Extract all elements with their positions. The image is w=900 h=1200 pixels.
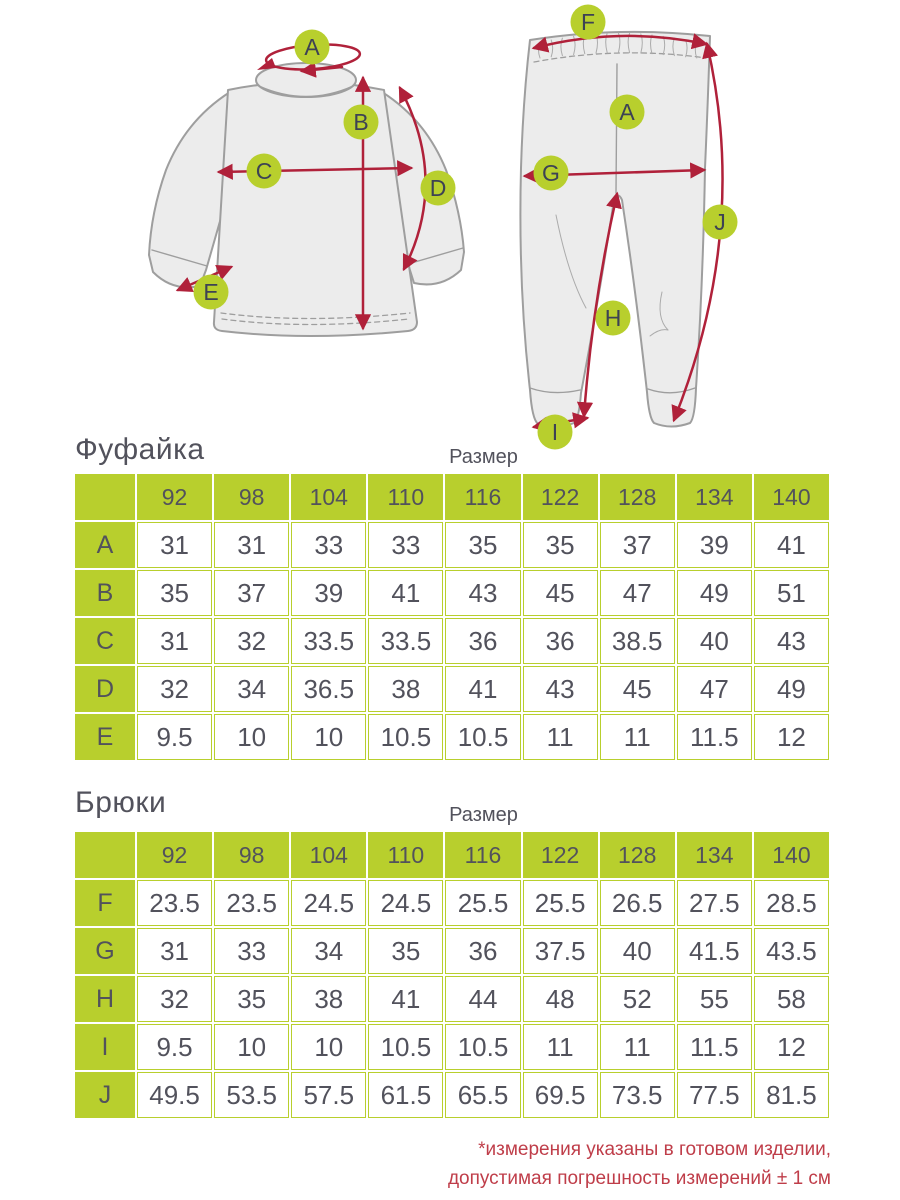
size-column-header: 110 [368,832,443,878]
table-row [75,618,829,664]
measure-value: 10 [214,1024,289,1070]
svg-text:A: A [304,34,320,60]
measure-value: 34 [214,666,289,712]
badge-G [534,156,569,191]
measure-value: 32 [137,666,212,712]
measure-value: 10 [291,714,366,760]
measure-value: 47 [677,666,752,712]
row-label: B [75,570,135,616]
measure-value: 33.5 [291,618,366,664]
size-column-header: 128 [600,474,675,520]
svg-text:D: D [429,175,447,201]
size-column-header: 134 [677,474,752,520]
size-column-header: 98 [214,474,289,520]
measure-value: 49 [754,666,829,712]
badge-F [571,5,606,40]
measure-value: 49.5 [137,1072,212,1118]
measure-value: 43 [523,666,598,712]
measure-value: 33 [214,928,289,974]
measure-value: 27.5 [677,880,752,926]
measure-value: 11 [523,714,598,760]
measure-value: 11 [523,1024,598,1070]
measure-value: 51 [754,570,829,616]
measure-value: 9.5 [137,714,212,760]
measure-value: 10 [214,714,289,760]
table-row [75,570,829,616]
measure-value: 38 [291,976,366,1022]
measure-value: 26.5 [600,880,675,926]
table-row [75,714,829,760]
shirt-size-label: Размер [449,446,518,468]
measure-value: 9.5 [137,1024,212,1070]
size-column-header: 104 [291,832,366,878]
measure-value: 32 [214,618,289,664]
row-label: A [75,522,135,568]
measure-value: 41 [368,976,443,1022]
svg-text:C: C [255,158,273,184]
svg-text:I: I [551,419,559,445]
measure-value: 31 [137,618,212,664]
measure-value: 43 [445,570,520,616]
size-column-header: 92 [137,474,212,520]
table-row [75,1024,829,1070]
table-row [75,928,829,974]
measure-value: 49 [677,570,752,616]
measurement-footnote [448,1136,831,1193]
measure-value: 33 [291,522,366,568]
size-column-header: 116 [445,474,520,520]
measure-value: 10.5 [368,1024,443,1070]
pants-size-section [73,786,831,1120]
measure-value: 47 [600,570,675,616]
measure-value: 65.5 [445,1072,520,1118]
size-column-header: 116 [445,832,520,878]
badge-A [295,30,330,65]
shirt-size-section [73,433,831,762]
badge-E [194,275,229,310]
measure-value: 33 [368,522,443,568]
measure-value: 81.5 [754,1072,829,1118]
size-column-header: 104 [291,474,366,520]
row-label: H [75,976,135,1022]
measure-value: 44 [445,976,520,1022]
footnote-line-1: *измерения указаны в готовом изделии, [478,1139,831,1160]
size-column-header: 122 [523,474,598,520]
svg-text:F: F [580,9,596,35]
measure-value: 45 [600,666,675,712]
measure-value: 41 [368,570,443,616]
svg-text:H: H [604,305,622,331]
measure-value: 32 [137,976,212,1022]
measure-value: 25.5 [445,880,520,926]
table-row [75,522,829,568]
measure-value: 57.5 [291,1072,366,1118]
measurement-diagrams [0,0,900,455]
measure-value: 61.5 [368,1072,443,1118]
measure-value: 11.5 [677,1024,752,1070]
svg-text:A: A [619,99,635,125]
measure-value: 23.5 [214,880,289,926]
size-column-header: 98 [214,832,289,878]
measure-value: 28.5 [754,880,829,926]
size-column-header: 122 [523,832,598,878]
measure-value: 23.5 [137,880,212,926]
measure-value: 36 [523,618,598,664]
measure-value: 24.5 [368,880,443,926]
sweatshirt-body [214,82,417,336]
badge-J [703,205,738,240]
measure-value: 40 [677,618,752,664]
measure-value: 31 [214,522,289,568]
measure-value: 10.5 [445,714,520,760]
size-column-header: 134 [677,832,752,878]
shirt-table-title: Фуфайка [75,433,205,466]
measure-value: 35 [445,522,520,568]
pants-drawing [520,5,737,450]
measure-value: 73.5 [600,1072,675,1118]
svg-text:B: B [353,109,369,135]
measure-value: 34 [291,928,366,974]
measure-value: 45 [523,570,598,616]
corner-cell [75,832,135,878]
shirt-size-table [73,472,831,762]
measure-value: 35 [214,976,289,1022]
measure-value: 41 [754,522,829,568]
measure-value: 43.5 [754,928,829,974]
row-label: E [75,714,135,760]
measure-value: 10.5 [445,1024,520,1070]
pants-size-label: Размер [449,804,518,826]
measure-value: 36 [445,928,520,974]
badge-H [596,301,631,336]
corner-cell [75,474,135,520]
measure-value: 39 [677,522,752,568]
measure-value: 37 [600,522,675,568]
size-column-header: 140 [754,474,829,520]
shirt-table-header [73,433,831,472]
measure-value: 55 [677,976,752,1022]
size-column-header: 110 [368,474,443,520]
measure-value: 12 [754,714,829,760]
measure-value: 53.5 [214,1072,289,1118]
table-row [75,1072,829,1118]
size-column-header: 92 [137,832,212,878]
measure-value: 69.5 [523,1072,598,1118]
footnote-line-2: допустимая погрешность измерений ± 1 см [447,1167,831,1189]
measure-value: 40 [600,928,675,974]
svg-text:G: G [542,160,560,186]
badge-D [421,171,456,206]
measure-value: 37 [214,570,289,616]
table-row [75,880,829,926]
measure-value: 35 [523,522,598,568]
sweatshirt-drawing [149,30,464,337]
row-label: C [75,618,135,664]
badge-B [344,105,379,140]
table-row [75,976,829,1022]
badge-C [247,154,282,189]
measure-value: 48 [523,976,598,1022]
measure-value: 77.5 [677,1072,752,1118]
measure-value: 11 [600,1024,675,1070]
measure-value: 38 [368,666,443,712]
badge-A-pants [610,95,645,130]
measure-value: 58 [754,976,829,1022]
measure-value: 39 [291,570,366,616]
svg-text:J: J [714,209,726,235]
measure-value: 33.5 [368,618,443,664]
table-row [75,666,829,712]
measure-value: 11.5 [677,714,752,760]
measure-value: 41.5 [677,928,752,974]
measure-value: 41 [445,666,520,712]
size-column-header: 140 [754,832,829,878]
measure-value: 11 [600,714,675,760]
measure-value: 36.5 [291,666,366,712]
pants-body [520,32,710,427]
measure-value: 10 [291,1024,366,1070]
measure-value: 35 [137,570,212,616]
measure-value: 31 [137,522,212,568]
pants-table-title: Брюки [75,786,167,819]
svg-text:E: E [203,279,219,305]
size-column-header: 128 [600,832,675,878]
measure-value: 31 [137,928,212,974]
row-label: F [75,880,135,926]
row-label: I [75,1024,135,1070]
measure-value: 12 [754,1024,829,1070]
measure-value: 36 [445,618,520,664]
measure-value: 35 [368,928,443,974]
measure-value: 43 [754,618,829,664]
measure-value: 25.5 [523,880,598,926]
row-label: J [75,1072,135,1118]
pants-size-table [73,830,831,1120]
pants-table-header [73,786,831,830]
measure-value: 10.5 [368,714,443,760]
row-label: D [75,666,135,712]
measure-value: 24.5 [291,880,366,926]
measure-value: 38.5 [600,618,675,664]
row-label: G [75,928,135,974]
measure-value: 37.5 [523,928,598,974]
measure-value: 52 [600,976,675,1022]
